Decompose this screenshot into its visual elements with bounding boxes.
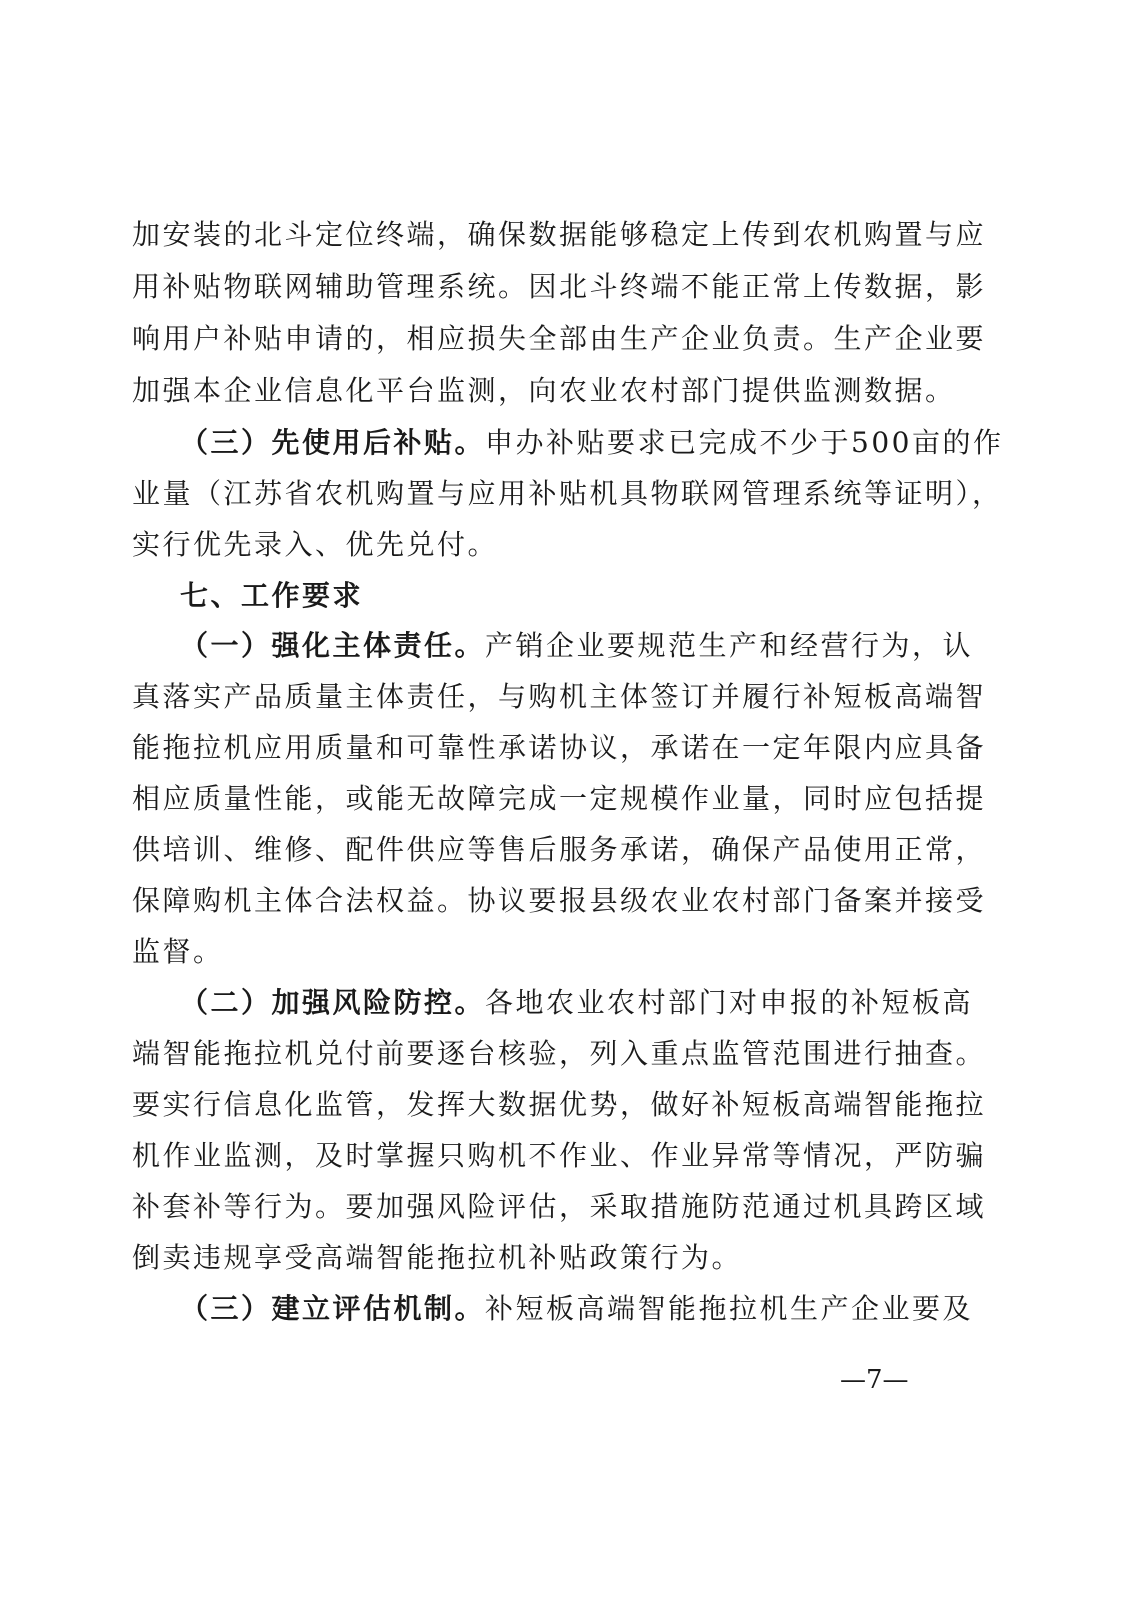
paragraph-heading: （二）加强风险防控。: [180, 986, 486, 1019]
body-line: 要实行信息化监管，发挥大数据优势，做好补短板高端智能拖拉: [132, 1088, 987, 1121]
paragraph-text: 产销企业要规范生产和经营行为，认: [485, 629, 974, 662]
body-line: 能拖拉机应用质量和可靠性承诺协议，承诺在一定年限内应具备: [132, 731, 987, 764]
body-line: 加安装的北斗定位终端，确保数据能够稳定上传到农机购置与应: [132, 218, 987, 251]
paragraph-three-line: [180, 419, 1004, 467]
body-line: 加强本企业信息化平台监测，向农业农村部门提供监测数据。: [132, 374, 956, 407]
section-heading: 七、工作要求: [180, 579, 364, 612]
paragraph-heading: （一）强化主体责任。: [180, 629, 486, 662]
body-line: 实行优先录入、优先兑付。: [132, 528, 499, 561]
body-line: 倒卖违规享受高端智能拖拉机补贴政策行为。: [132, 1241, 743, 1274]
body-line: 真落实产品质量主体责任，与购机主体签订并履行补短板高端智: [132, 680, 987, 713]
paragraph-text: 申办补贴要求已完成不少于500亩的作: [485, 426, 1004, 459]
paragraph-three-line: [180, 1285, 974, 1333]
body-line: 监督。: [132, 935, 224, 968]
body-line: 响用户补贴申请的，相应损失全部由生产企业负责。生产企业要: [132, 322, 987, 355]
body-line: 保障购机主体合法权益。协议要报县级农业农村部门备案并接受: [132, 884, 987, 917]
paragraph-heading: （三）先使用后补贴。: [180, 426, 486, 459]
paragraph-two-line: [180, 979, 974, 1027]
paragraph-heading: （三）建立评估机制。: [180, 1292, 486, 1325]
paragraph-text: 补短板高端智能拖拉机生产企业要及: [485, 1292, 974, 1325]
paragraph-one-line: [180, 622, 974, 670]
paragraph-text: 各地农业农村部门对申报的补短板高: [485, 986, 974, 1019]
body-line: 相应质量性能，或能无故障完成一定规模作业量，同时应包括提: [132, 782, 987, 815]
body-line: 补套补等行为。要加强风险评估，采取措施防范通过机具跨区域: [132, 1190, 987, 1223]
page-number: —7—: [840, 1365, 909, 1395]
body-line: 机作业监测，及时掌握只购机不作业、作业异常等情况，严防骗: [132, 1139, 987, 1172]
body-line: 用补贴物联网辅助管理系统。因北斗终端不能正常上传数据，影: [132, 270, 987, 303]
body-line: 供培训、维修、配件供应等售后服务承诺，确保产品使用正常，: [132, 833, 987, 866]
body-line: 业量（江苏省农机购置与应用补贴机具物联网管理系统等证明），: [132, 477, 1003, 510]
body-line: 端智能拖拉机兑付前要逐台核验，列入重点监管范围进行抽查。: [132, 1037, 987, 1070]
